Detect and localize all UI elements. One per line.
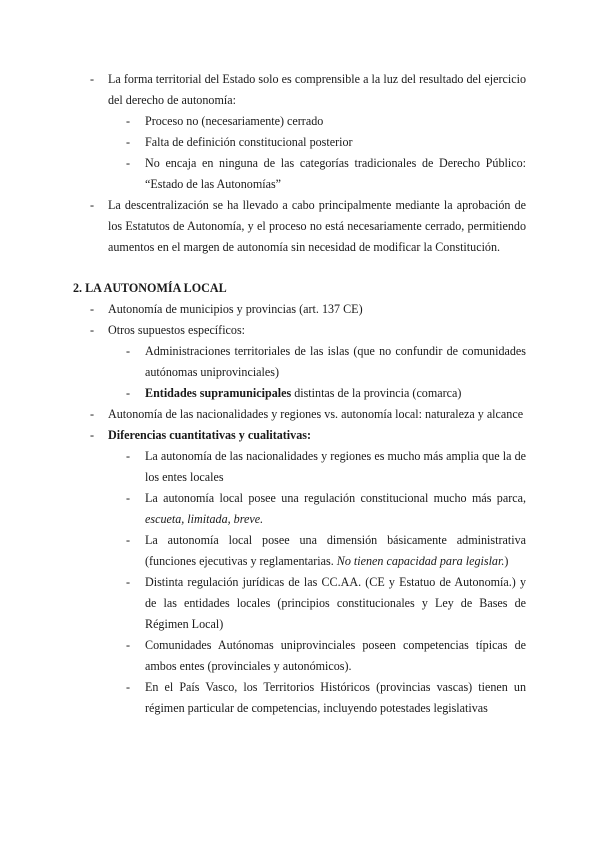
list-item-text: Falta de definición constitucional posterior [145, 135, 353, 149]
bullet-dash: - [126, 680, 131, 694]
list-item-text: Administraciones territoriales de las islas (que no confundir de comunidades autónomas uniprovinciales) [145, 344, 526, 379]
bullet-dash: - [126, 156, 131, 170]
list-item-text: distintas de la provincia (comarca) [291, 386, 462, 400]
list-item-text: No encaja en ninguna de las categorías tradicionales de Derecho Público: “Estado de las Autonomías” [145, 156, 526, 191]
bullet-dash: - [90, 72, 95, 86]
list-item-text: Comunidades Autónomas uniprovinciales poseen competencias típicas de ambos entes (provinciales y autonómicos). [145, 638, 526, 673]
list-item-text: Autonomía de municipios y provincias (art. 137 CE) [108, 302, 363, 316]
list-item-text: Distinta regulación jurídicas de las CC.AA. (CE y Estatuo de Autonomía.) y de las entidades locales (principios constitucionales y Ley de Bases de Régimen Local) [145, 575, 526, 631]
list-item [90, 320, 526, 341]
sub-list-item [126, 153, 526, 195]
list-item-text: La descentralización se ha llevado a cabo principalmente mediante la aprobación de los Estatutos de Autonomía, y el proceso no está necesariamente cerrado, permitiendo aumentos en el margen de autonomía sin necesidad de modificar la Constitución. [108, 198, 526, 254]
bullet-dash: - [90, 302, 95, 316]
bullet-dash: - [126, 533, 131, 547]
list-item-text: Diferencias cuantitativas y cualitativas: [108, 428, 311, 442]
list-item-text: Proceso no (necesariamente) cerrado [145, 114, 324, 128]
sub-list-item [126, 383, 526, 404]
bullet-dash: - [90, 198, 95, 212]
bullet-dash: - [126, 575, 131, 589]
list-item [90, 425, 526, 446]
italic-text: No tienen capacidad para legislar. [336, 554, 505, 568]
list-item-text: La forma territorial del Estado solo es comprensible a la luz del resultado del ejercicio del derecho de autonomía: [108, 72, 526, 107]
sub-list-item [126, 446, 526, 488]
list-item [90, 195, 526, 258]
sub-list-item [126, 132, 526, 153]
sub-list-item [126, 572, 526, 635]
sub-list-item [126, 111, 526, 132]
sub-list-item [126, 488, 526, 530]
list-item-text: La autonomía de las nacionalidades y regiones es mucho más amplia que la de los entes locales [145, 449, 526, 484]
bullet-dash: - [90, 407, 95, 421]
list-item [90, 404, 526, 425]
bullet-dash: - [126, 386, 131, 400]
bullet-dash: - [126, 638, 131, 652]
list-item-text: Otros supuestos específicos: [108, 323, 246, 337]
list-item-text: La autonomía local posee una regulación constitucional mucho más parca, [145, 491, 526, 505]
section-heading: 2. LA AUTONOMÍA LOCAL [73, 281, 227, 295]
bullet-dash: - [90, 323, 95, 337]
list-item [90, 299, 526, 320]
list-item-text-end: ) [504, 554, 509, 568]
list-item-text: Autonomía de las nacionalidades y regiones vs. autonomía local: naturaleza y alcance [108, 407, 524, 421]
list-item-text: La autonomía local posee una dimensión básicamente administrativa (funciones ejecutivas y reglamentarias. [145, 533, 526, 568]
sub-list-item [126, 530, 526, 572]
sub-list-item [126, 341, 526, 383]
list-item [90, 69, 526, 111]
italic-text: escueta, limitada, breve. [145, 512, 264, 526]
bullet-dash: - [126, 449, 131, 463]
bullet-dash: - [126, 491, 131, 505]
sub-list-item [126, 635, 526, 677]
bullet-dash: - [126, 344, 131, 358]
list-item-text: En el País Vasco, los Territorios Históricos (provincias vascas) tienen un régimen particular de competencias, incluyendo potestades legislativas [145, 680, 526, 715]
bullet-dash: - [126, 114, 131, 128]
bold-term: Entidades supramunicipales [145, 386, 292, 400]
bullet-dash: - [90, 428, 95, 442]
bullet-dash: - [126, 135, 131, 149]
sub-list-item [126, 677, 526, 719]
